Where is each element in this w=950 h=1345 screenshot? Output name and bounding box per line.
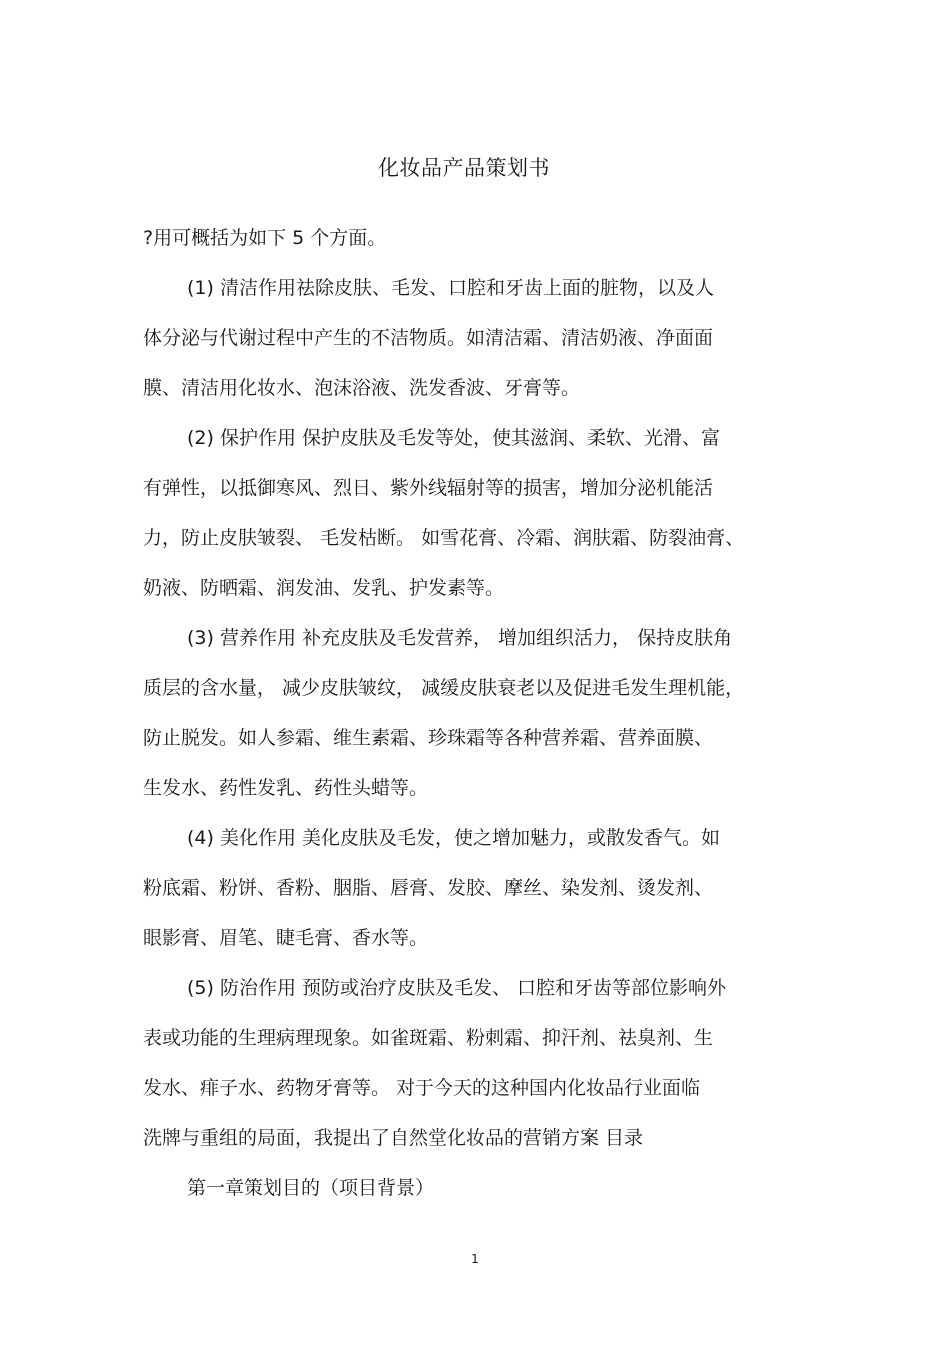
text-line: 奶液、防晒霜、润发油、发乳、护发素等。 [143,577,505,599]
text-line: 防止脱发。如人参霜、维生素霜、珍珠霜等各种营养霜、营养面膜、 [143,727,714,749]
text-line: 力，防止皮肤皱裂、 毛发枯断。 如雪花膏、冷霜、润肤霜、防裂油膏、 [143,527,745,549]
page-number: 1 [471,1252,479,1266]
text-line: 眼影膏、眉笔、睫毛膏、香水等。 [143,927,429,949]
text-line: 膜、清洁用化妆水、泡沫浴液、洗发香波、牙膏等。 [143,377,581,399]
text-line: (1) 清洁作用祛除皮肤、毛发、口腔和牙齿上面的脏物，以及人 [187,277,714,299]
text-line: 粉底霜、粉饼、香粉、胭脂、唇膏、发胶、摩丝、染发剂、烫发剂、 [143,877,714,899]
text-line: (2) 保护作用 保护皮肤及毛发等处，使其滋润、柔软、光滑、富 [187,427,720,449]
text-line: (3) 营养作用 补充皮肤及毛发营养， 增加组织活力， 保持皮肤角 [187,627,733,649]
text-line: (5) 防治作用 预防或治疗皮肤及毛发、 口腔和牙齿等部位影响外 [187,977,727,999]
text-line: 洗牌与重组的局面，我提出了自然堂化妆品的营销方案 目录 [143,1127,644,1149]
text-line: 有弹性，以抵御寒风、烈日、紫外线辐射等的损害，增加分泌机能活 [143,477,714,499]
text-line: 体分泌与代谢过程中产生的不洁物质。如清洁霜、清洁奶液、净面面 [143,327,714,349]
text-line: 质层的含水量， 减少皮肤皱纹， 减缓皮肤衰老以及促进毛发生理机能， [143,677,745,699]
text-line: 表或功能的生理病理现象。如雀斑霜、粉刺霜、抑汗剂、祛臭剂、生 [143,1027,714,1049]
text-line: 生发水、药性发乳、药性头蜡等。 [143,777,429,799]
text-line: 发水、痱子水、药物牙膏等。 对于今天的这种国内化妆品行业面临 [143,1077,701,1099]
chapter-heading: 第一章策划目的（项目背景） [187,1177,435,1199]
text-line: (4) 美化作用 美化皮肤及毛发，使之增加魅力，或散发香气。如 [187,827,720,849]
text-line: ?用可概括为如下 5 个方面。 [143,227,387,249]
page-title: 化妆品产品策划书 [378,156,550,180]
